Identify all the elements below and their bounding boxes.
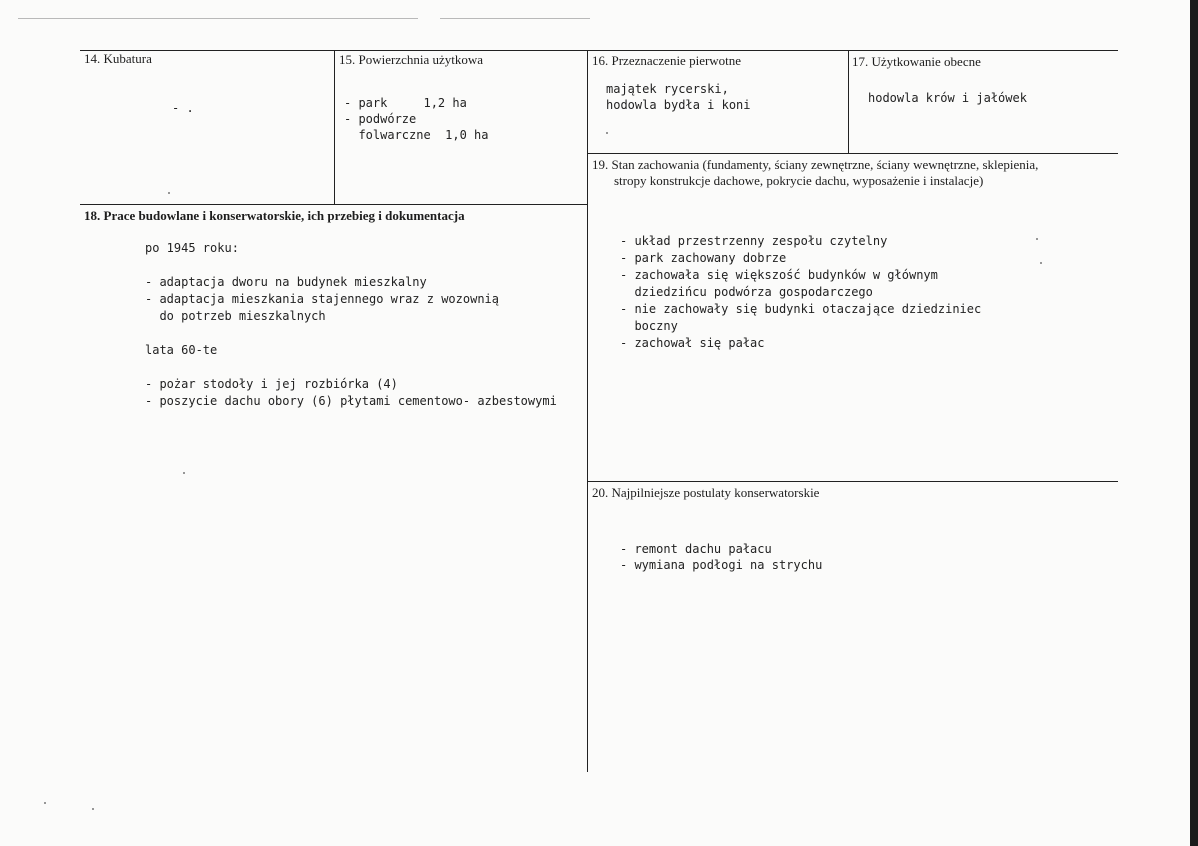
section-18-line-7: lata 60-te [145,343,218,357]
grid-divider-14-15 [334,50,335,205]
scan-speck [1036,238,1038,240]
scan-speck [1040,262,1042,264]
top-rule-left [18,18,418,19]
scan-speck [168,192,170,194]
section-16-heading: 16. Przeznaczenie pierwotne [592,53,742,68]
section-15-line-1: - park 1,2 ha [344,96,467,110]
section-18-line-5: do potrzeb mieszkalnych [145,309,326,323]
section-19-line-2: - park zachowany dobrze [620,251,787,265]
section-19-line-4: dziedzińcu podwórza gospodarczego [620,285,873,299]
section-18-line-3: - adaptacja dworu na budynek mieszkalny [145,275,427,289]
grid-divider-16-17 [848,50,849,154]
section-18-line-9: - pożar stodoły i jej rozbiórka (4) [145,377,398,391]
section-16-line-1: majątek rycerski, [606,82,729,96]
section-19-heading-line-1: 19. Stan zachowania (fundamenty, ściany zewnętrzne, ściany wewnętrzne, sklepienia, [592,157,1039,172]
scan-speck [183,472,185,474]
section-18-line-10: - poszycie dachu obory (6) płytami cementowo- azbestowymi [145,394,557,408]
grid-top-line [80,50,1118,51]
section-18-line-1: po 1945 roku: [145,241,239,255]
section-20-line-1: - remont dachu pałacu [620,542,772,556]
section-20-heading: 20. Najpilniejsze postulaty konserwatorskie [592,485,820,500]
grid-center-divider [587,50,588,772]
section-15-heading: 15. Powierzchnia użytkowa [339,52,484,67]
section-14-heading: 14. Kubatura [84,51,152,66]
scan-speck [44,802,46,804]
grid-line-above-18 [80,204,587,205]
grid-line-below-16-17 [588,153,1118,154]
section-18-line-4: - adaptacja mieszkania stajennego wraz z wozownią [145,292,500,306]
section-15-line-2: - podwórze [344,112,417,126]
section-17-line-1: hodowla krów i jałówek [868,91,1027,105]
section-20-line-2: - wymiana podłogi na strychu [620,558,823,572]
scan-speck [606,132,608,134]
section-17-heading: 17. Użytkowanie obecne [852,54,981,69]
section-16-line-2: hodowla bydła i koni [606,98,751,112]
section-19-line-7: - zachował się pałac [620,336,765,350]
section-19-line-1: - układ przestrzenny zespołu czytelny [620,234,888,248]
section-19-line-6: boczny [620,319,678,333]
section-14-value: - . [172,101,194,115]
section-15-line-3: folwarczne 1,0 ha [344,128,489,142]
section-19-heading-line-2: stropy konstrukcje dachowe, pokrycie dachu, wyposażenie i instalacje) [614,173,984,188]
section-19-line-3: - zachowała się większość budynków w głównym [620,268,938,282]
scan-speck [92,808,94,810]
top-rule-right [440,18,590,19]
section-19-line-5: - nie zachowały się budynki otaczające dziedziniec [620,302,982,316]
section-18-heading: 18. Prace budowlane i konserwatorskie, ich przebieg i dokumentacja [84,208,465,223]
grid-line-above-20 [588,481,1118,482]
